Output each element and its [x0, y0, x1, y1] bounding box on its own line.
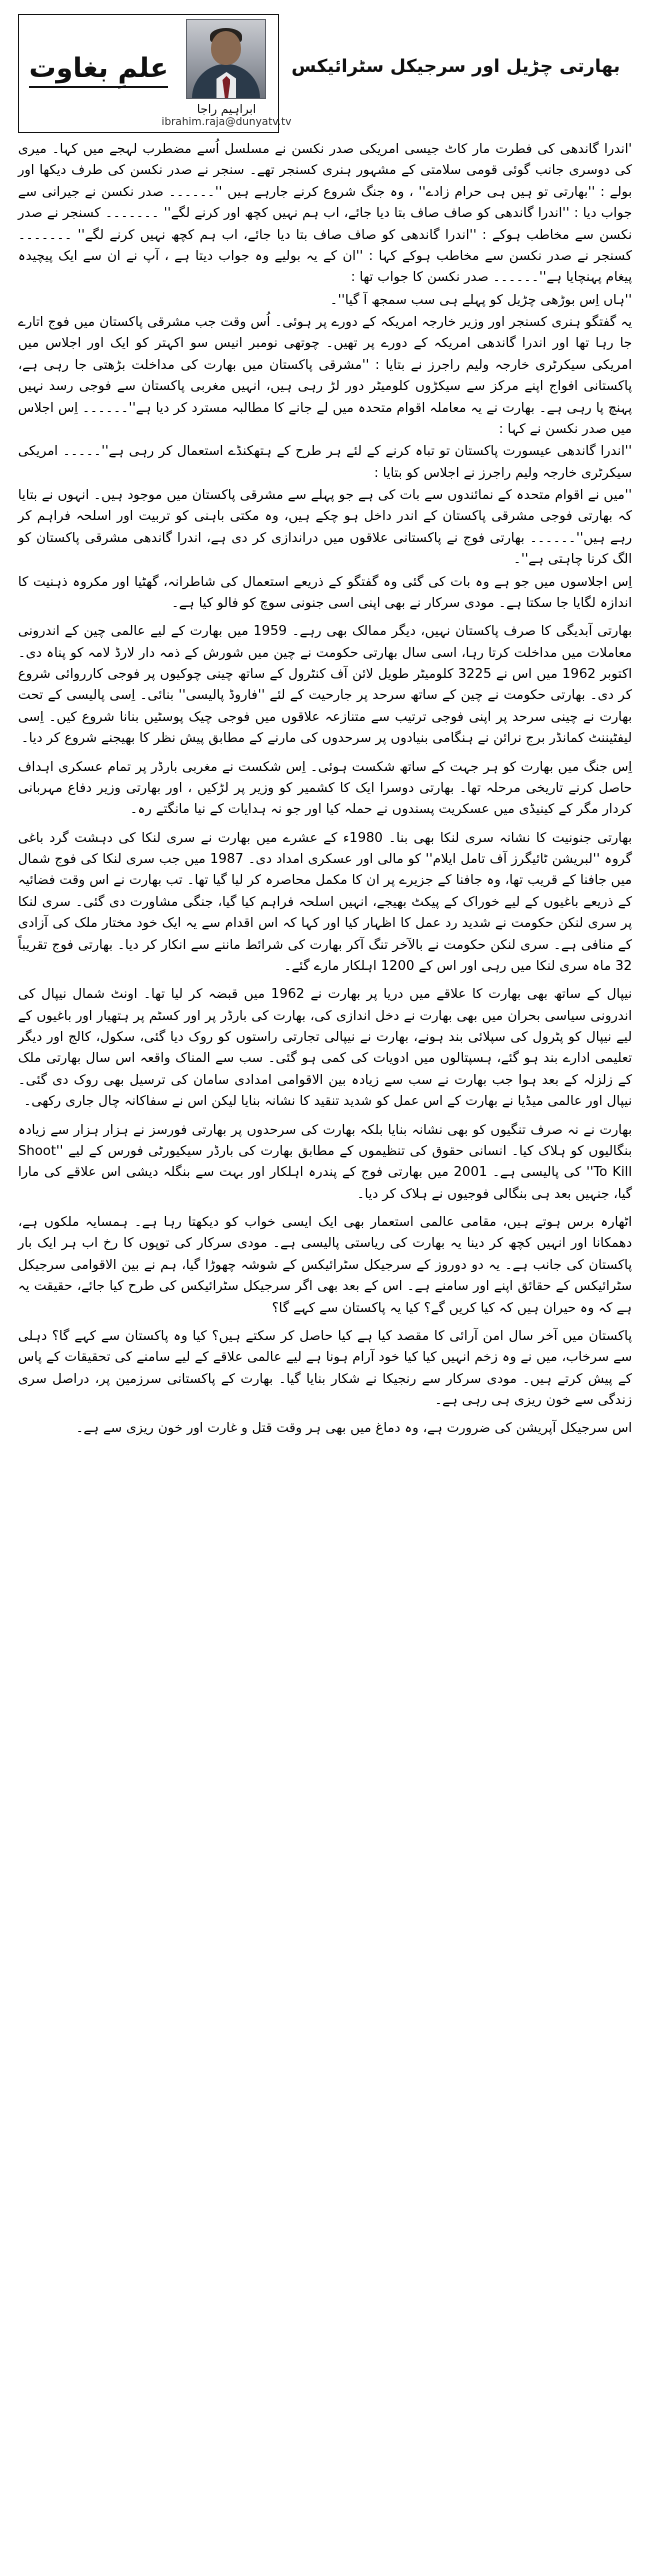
masthead: [18, 14, 632, 133]
article-paragraph: بھارت نے نہ صرف تنگیوں کو بھی نشانہ بنایا بلکہ بھارت کی سرحدوں پر بھارتی فورسز نے ہزار ہزار سے زیادہ بنگالیوں کو ہلاک کیا۔ انسانی حقوق کی تنظیموں کے مطابق بھارت کی بارڈر سیکیورٹی فورس کے لیے ''Shoot To Kill'' کی پالیسی ہے۔ 2001 میں بھارتی فوج کے پندرہ اہلکار اور بہت سے بنگلہ دیشی اس علاقے کی مارا گیا، جنہیں بعد ہی بنگالی فوجیوں نے ہلاک کر دیا۔: [18, 1122, 633, 1202]
article-paragraph: بھارتی آبدیگی کا صرف پاکستان نہیں، دیگر ممالک بھی رہے۔ 1959 میں بھارت کے لیے عالمی چین کے اندرونی معاملات میں مداخلت کرتا رہا، اسی سال بھارتی حکومت نے چین میں شورش کے ذمہ دار لارڈ لامہ کو پناہ دی۔ اکتوبر 1962 میں اس نے 3225 کلومیٹر طویل لائن آف کنٹرول کے ساتھ چینی چوکیوں پر فوجی کارروائی شروع کر دی۔ بھارتی حکومت نے چین کے ساتھ سرحد پر جارحیت کے لئے ''فاروڈ پالیسی'' بنائی۔ اِسی پالیسی کے تحت بھارت نے چینی سرحد پر اپنی فوجی ترتیب سے متنازعہ علاقوں میں فوجی چیک پوسٹیں بنانا شروع کیں۔ اِسی لیفٹیننٹ کمانڈر برج نرائن نے ہنگامی بنیادوں پر سرحدوں کی مارنے کے مطابق پیش نظر کا بھیجنے شروع کر دیا۔: [18, 624, 633, 747]
article-paragraph: یہ گفتگو ہنری کسنجر اور وزیر خارجہ امریکہ کے دورے پر ہوئی۔ اُس وقت جب مشرقی پاکستان میں فوج اتارے جا رہا تھا اور اندرا گاندھی امریکہ کے دورے پر تھیں۔ چوتھی نومبر انیس سو اکہتر کو ایک اور اجلاس میں امریکی سیکرٹری خارجہ ولیم راجرز نے بتایا : ''مشرقی پاکستان میں بھارت کی مداخلت بڑھتی جا رہی ہے، پاکستانی افواج اپنے مرکز سے سیکڑوں کلومیٹر دور لڑ رہی ہیں، انہیں مغربی پاکستان سے فوجی رسد نہیں پہنچ پا رہی ہے۔ بھارت نے یہ معاملہ اقوام متحدہ میں لے جانے کا مطالبہ مسترد کر دیا ہے''۔۔۔۔۔۔ اِس اجلاس میں صدر نکسن نے کہا :: [18, 315, 632, 437]
author-email: ibrahim.raja@dunyatv.tv: [161, 116, 292, 128]
brand-title: علمِ بغاوت: [29, 52, 169, 84]
article-paragraph: اٹھارہ برس ہوتے ہیں، مقامی عالمی استعمار بھی ایک ایسی خواب کو دیکھتا رہا ہے۔ ہمسایہ ملکوں ہے، دھمکانا اور انہیں کچھ کر دینا یہ بھارت کی ریاستی پالیسی ہے۔ مودی سرکار کی توپوں کا رخ اب ہر ایک بار پاکستان کی جانب ہے۔ یہ دو دوروز کے سرجیکل سٹرائیکس کے شوشہ چھوڑا گیا، ہم نے بین الاقوامی سرجیکل سٹرائیکس کے حقائق اپنے اور سامنے ہے۔ اس کے بعد بھی اگر سرجیکل سٹرائیکس کی طرح کیا جائے، حقیقت یہ ہے کہ وہ حیران ہیں کہ کیا کریں گے؟ کیا یہ پاکستان سے کہے گا؟: [18, 1215, 632, 1316]
article-paragraph: اس سرجیکل آپریشن کی ضرورت ہے، وہ دماغ میں بھی ہر وقت قتل و غارت اور خون ریزی سے ہے۔: [75, 1421, 632, 1437]
page-title: بھارتی چڑیل اور سرجیکل سٹرائیکس: [291, 56, 621, 77]
brand-block: [18, 14, 292, 133]
article-paragraph: ''ہاں اِس بوڑھی چڑیل کو پہلے ہی سب سمجھ آ گیا''۔: [330, 292, 632, 308]
brand-divider: [29, 86, 168, 88]
article-paragraph: بھارتی جنونیت کا نشانہ سری لنکا بھی بنا۔ 1980ء کے عشرے میں بھارت نے سری لنکا کی دہشت گرد باغی گروہ ''لبریشن ٹائیگرز آف تامل ایلام'' کو مالی اور عسکری امداد دی۔ 1987 میں جب سری لنکا کی فوج شمال میں جافنا کے قریب تھا، وہ جافنا کے جزیرے پر ان کا مکمل محاصرہ کر لیا گیا تھا۔ تب بھارت نے اس وقت فضائیہ کے ذریعے باغیوں کے لیے خوراک کے پیکٹ بھیجے، انہیں اسلحہ فراہم کیا گیا، جنگی مشاورت دی گئی۔ سری لنکا پر سری لنکن حکومت نے شدید رد عمل کا اظہار کیا اور کہا کہ اس اقدام سے یہ ایک خود مختار ملک کی آزادی کے منافی ہے۔ سری لنکن حکومت نے بالآخر تنگ آکر بھارت کی شرائط ماننے سے انکار کر دیا۔ بھارتی فوج تقریباً 32 ماہ سری لنکا میں رہی اور اس کے 1200 اہلکار مارے گئے۔: [18, 830, 632, 974]
article-paragraph: ''اندرا گاندھی عیسورت پاکستان تو تباہ کرنے کے لئے ہر طرح کے ہتھکنڈے استعمال کر رہی ہے''۔۔۔۔۔ امریکی سیکرٹری خارجہ ولیم راجرز نے اجلاس کو بتایا :: [18, 444, 632, 481]
author-block: [161, 19, 292, 128]
author-portrait-icon: [186, 19, 266, 99]
article-paragraph: اِس اجلاسوں میں جو ہے وہ بات کی گئی وہ گفتگو کے ذریعے استعمال کی شاطرانہ، گھٹیا اور مکروہ ذہنیت کا اندازہ لگایا جا سکتا ہے۔ مودی سرکار نے بھی اپنی اسی جنونی سوچ کو فالو کیا ہے۔: [18, 574, 632, 611]
author-name: ابراہیم راجا: [196, 102, 257, 116]
article-paragraph: اِس جنگ میں بھارت کو ہر جہت کے ساتھ شکست ہوئی۔ اِس شکست نے مغربی بارڈر پر تمام عسکری اہداف حاصل کرنے تاریخی مرحلہ تھا۔ بھارتی دوسرا ایک کا کشمیر کو وزیر پر لڑکیں ، اور بھارتی وزیر دفاع مہربانی کردار مگر کے کینیڈی میں عسکریت پسندوں نے حملہ کیا اور جو نہ ہدایات کے نیا مانگتے رہ۔: [18, 759, 632, 818]
brand-text: [23, 52, 174, 92]
article-paragraph: ''میں نے اقوام متحدہ کے نمائندوں سے بات کی ہے جو پہلے سے مشرقی پاکستان میں موجود ہیں۔ انہوں نے بتایا کہ بھارتی فوجی مشرقی پاکستان کے اندر داخل ہو چکے ہیں، وہ مکتی باہنی کو تربیت اور اسلحہ فراہم کر رہے ہیں''۔۔۔۔۔۔ بھارتی فوج نے پاکستانی علاقوں میں دراندازی کر دی ہے، اندرا گاندھی مشرقی پاکستان کو الگ کرنا چاہتی ہے''۔: [18, 488, 632, 568]
article-paragraph: 'اندرا گاندھی کی فطرت مار کاٹ جیسی امریکی صدر نکسن نے مسلسل اُسے مضطرب لہجے میں کہا۔ میری کی دوسری جانب گوئی قومی سلامتی کے مشہور ہنری کسنجر تھے۔ سنجر نے صدر نکسن کی طرف دیکھا اور بولے : ''بھارتی تو ہیں ہی حرام زادے'' ، وہ جنگ شروع کرنے جارہے ہیں ''۔۔۔۔۔۔ صدر نکسن نے جیرانی سے جواب دیا : ''اندرا گاندھی کو صاف صاف بتا دیا جائے، اب ہم نہیں کچھ اور کرنے لگے'' ۔۔۔۔۔۔۔ کسنجر نے صدر نکسن سے مخاطب ہوکے : ''اندرا گاندھی کو صاف صاف بتا دیا جائے، اب ہم کچھ نہیں کرنے لگے'' ۔۔۔۔۔۔۔ کسنجر نے صدر نکسن سے مخاطب ہوکے کہا : ''ان کے یہ بولیے وہ جواب دیتا ہے ، آپ نے ان سے ایک پیچیدہ پیغام پہنچایا ہے''۔۔۔۔۔۔ صدر نکسن کا جواب تھا :: [18, 142, 632, 286]
article-paragraph: پاکستان میں آخر سال امن آرائی کا مقصد کیا ہے کیا حاصل کر سکتے ہیں؟ کیا وہ پاکستان سے کہے گا؟ دہلی سے سرخاب، میں نے وہ زخم انہیں کیا کیا خود آرام ہونا ہے لیے عالمی علاقے کے لیے سامنے کی تحقیقات کے پاس کے پیش کرتے ہیں۔ مودی سرکار سے رنجیکا نے شکار بنایا گیا۔ بھارت کے پاکستانی سرزمین پر، دراصل سری زندگی سے خون ریزی ہی رہی ہے۔: [18, 1328, 632, 1408]
article-body: [18, 139, 632, 1440]
article-paragraph: نیپال کے ساتھ بھی بھارت کا علاقے میں دریا پر بھارت نے 1962 میں قبضہ کر لیا تھا۔ اونٹ شمال نیپال کی اندرونی سیاسی بحران میں بھی بھارت نے دخل اندازی کی، بھارت کی بارڈر پر اور کسٹم پر ہتھیار اور باغیوں کے لیے نیپال کو پٹرول کی سپلائی بند ہونے، بھارت نے نیپالی تجارتی راستوں کو روک دیا گئی، سکول، کالج اور دیگر تعلیمی ادارے بند ہو گئے، ہسپتالوں میں ادویات کی کمی ہو گئی۔ سب سے المناک واقعہ اس سال بھارتی ملک کے زلزلہ کے بعد ہوا جب بھارت نے سب سے زیادہ بین الاقوامی امدادی سامان کی ترسیل بھی روک دی گئی۔ نیپال اور عالمی میڈیا نے بھارت کے اس عمل کو شدید تنقید کا نشانہ بنایا لیکن اس نے سفاکانہ چال جاری رکھی۔: [18, 987, 632, 1110]
